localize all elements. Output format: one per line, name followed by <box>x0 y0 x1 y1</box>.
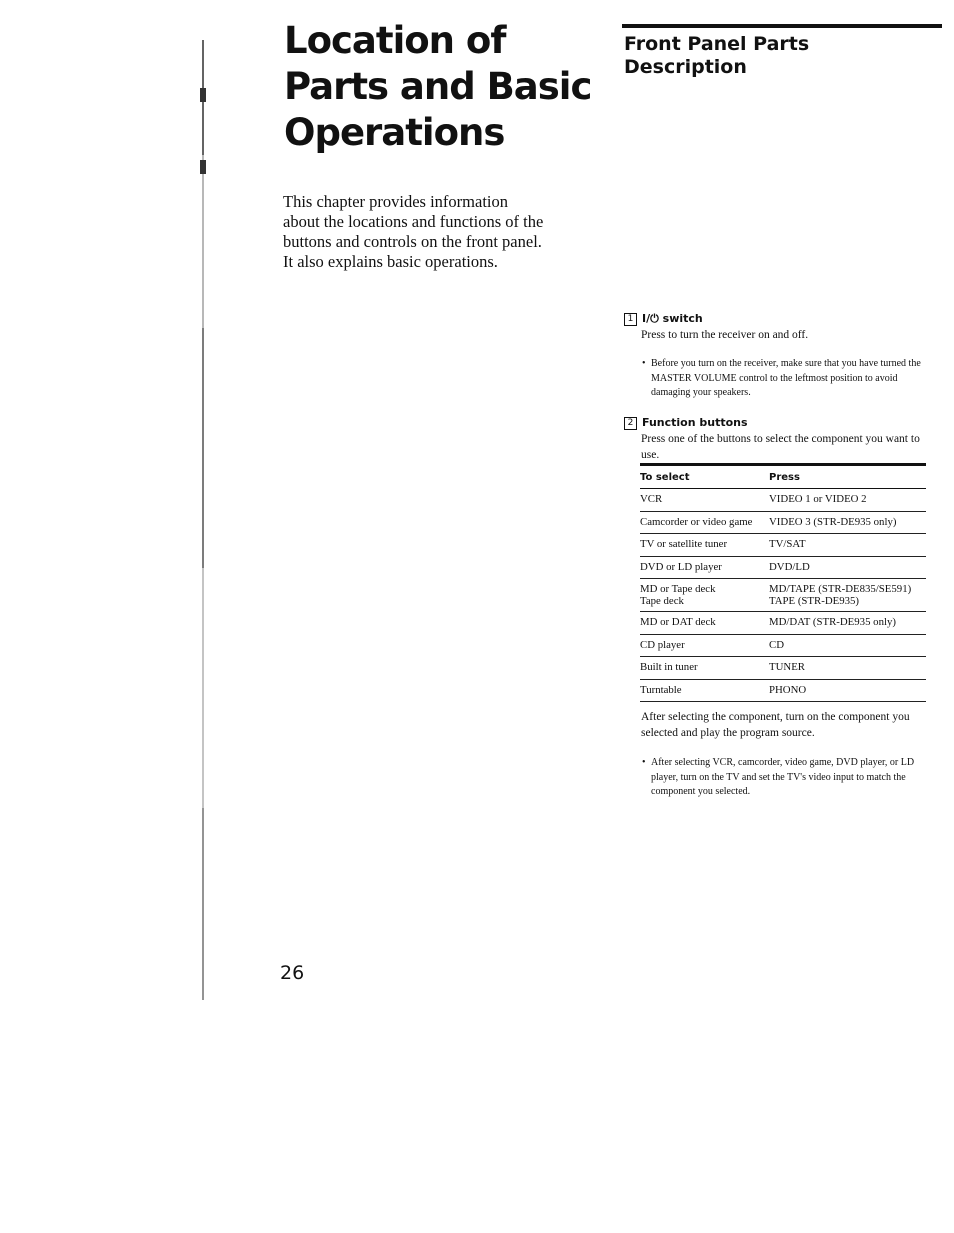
table-cell-select: TV or satellite tuner <box>640 534 769 557</box>
table-cell-press <box>769 579 926 612</box>
table-cell-select: Camcorder or video game <box>640 511 769 534</box>
item-number-badge: 1 <box>624 313 637 326</box>
chapter-title-line: Operations <box>284 111 505 154</box>
item-note <box>642 756 926 800</box>
table-cell-press: PHONO <box>769 679 926 702</box>
table-cell-select: CD player <box>640 634 769 657</box>
section-title-line: Front Panel Parts <box>624 33 810 55</box>
table-cell-line: TAPE (STR-DE935) <box>769 595 860 607</box>
table-cell-press: CD <box>769 634 926 657</box>
item-description: Press one of the buttons to select the component you want to use. <box>641 433 920 461</box>
table-row <box>640 556 926 579</box>
function-table <box>640 463 926 702</box>
table-cell-press: TUNER <box>769 657 926 680</box>
section-title <box>624 33 809 79</box>
binding-mark <box>200 160 206 174</box>
item-heading-text: Function buttons <box>642 416 748 429</box>
chapter-title-line: Location of <box>284 19 506 62</box>
table-cell-select: MD or DAT deck <box>640 612 769 635</box>
table-cell-press: VIDEO 3 (STR-DE935 only) <box>769 511 926 534</box>
table-cell-select <box>640 579 769 612</box>
table-header-row <box>640 465 926 489</box>
section-title-line: Description <box>624 56 747 78</box>
bullet-icon: • <box>642 757 646 768</box>
table-cell-line: MD or Tape deck <box>640 583 716 595</box>
table-cell-line: MD/TAPE (STR-DE835/SE591) <box>769 583 912 595</box>
table-row <box>640 511 926 534</box>
item-description: Press to turn the receiver on and off. <box>641 329 809 341</box>
table-row <box>640 579 926 612</box>
after-table-text: After selecting the component, turn on the component you selected and play the program source. <box>641 711 910 739</box>
page-number: 26 <box>280 962 305 984</box>
table-row <box>640 489 926 512</box>
table-header-to-select: To select <box>640 465 769 489</box>
item-note <box>642 357 924 401</box>
table-cell-select: DVD or LD player <box>640 556 769 579</box>
table-cell-press: TV/SAT <box>769 534 926 557</box>
item-note-text: Before you turn on the receiver, make sure that you have turned the MASTER VOLUME control to the leftmost position to avoid damaging your speakers. <box>651 358 921 398</box>
table-cell-press: MD/DAT (STR-DE935 only) <box>769 612 926 635</box>
table-row <box>640 634 926 657</box>
table-cell-press: VIDEO 1 or VIDEO 2 <box>769 489 926 512</box>
chapter-intro: This chapter provides information about the locations and functions of the buttons and controls on the front panel. It also explains basic operations. <box>283 192 544 271</box>
item-heading-function-buttons <box>624 416 748 430</box>
chapter-title <box>284 18 592 156</box>
item-number-badge: 2 <box>624 417 637 430</box>
item-note-text: After selecting VCR, camcorder, video game, DVD player, or LD player, turn on the TV and set the TV's video input to match the component you selected. <box>651 757 915 797</box>
binding-edge <box>202 40 204 1000</box>
bullet-icon: • <box>642 358 646 369</box>
chapter-title-line: Parts and Basic <box>284 65 592 108</box>
table-cell-line: Tape deck <box>640 595 684 607</box>
section-rule <box>622 24 942 28</box>
table-cell-select: Built in tuner <box>640 657 769 680</box>
table-cell-press: DVD/LD <box>769 556 926 579</box>
table-row <box>640 534 926 557</box>
item-heading-text: I/⏻ switch <box>642 312 703 325</box>
binding-mark <box>200 88 206 102</box>
table-cell-select: Turntable <box>640 679 769 702</box>
table-cell-select: VCR <box>640 489 769 512</box>
table-row <box>640 657 926 680</box>
table-row <box>640 679 926 702</box>
item-heading-power-switch <box>624 312 703 326</box>
table-row <box>640 612 926 635</box>
table-header-press: Press <box>769 465 926 489</box>
